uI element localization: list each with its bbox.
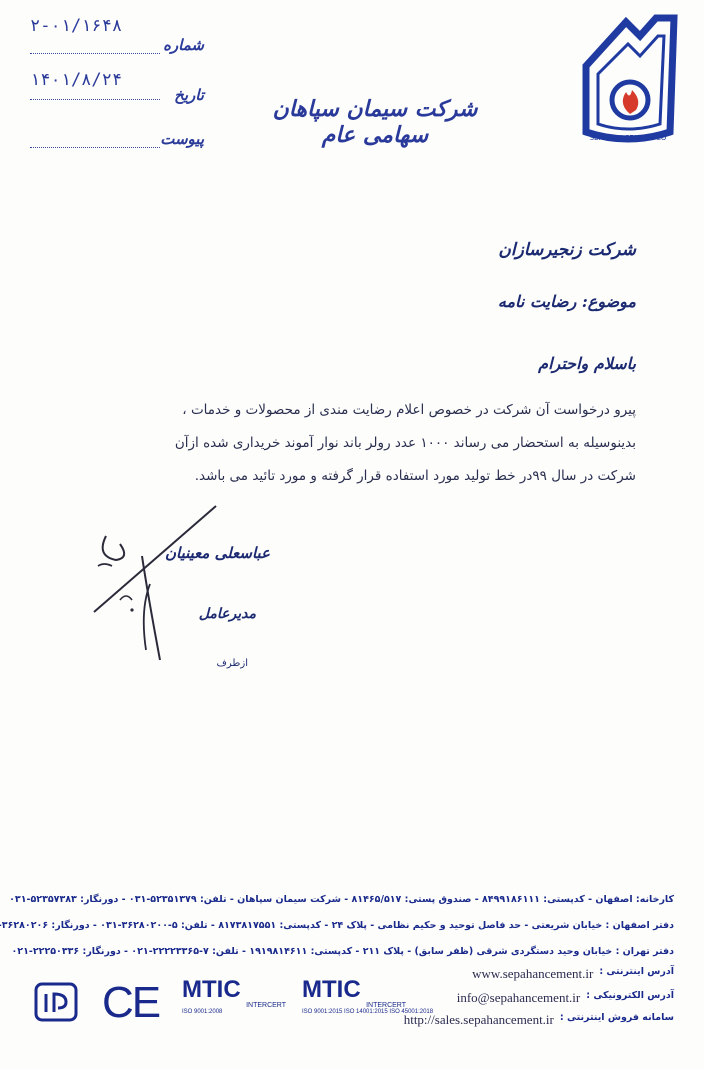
tehran-office-address: دفتر تهران : خیابان وحید دستگردی شرقی (ظفر سابق) - پلاک ۲۱۱ - کدپستی: ۱۹۱۹۸۱۴۶۱۱ - تلفن: ۷-۲۲۲۲۳۳۶۵-۰۲۱ - دورنگار: ۲۲۲۵۰۳۳۶-۰۲۱ [11, 946, 674, 957]
handwritten-signature [86, 500, 286, 670]
mtic-certificate-1 [182, 978, 286, 1026]
ce-mark-icon [102, 978, 166, 1026]
mtic-certificate-2 [302, 976, 434, 1026]
standard-mark-icon [32, 978, 80, 1026]
date-value: ۱۴۰۱/۸/۲۴ [30, 70, 123, 90]
date-line [30, 99, 160, 100]
email-label: آدرس الکترونیکی : [586, 990, 674, 1001]
greeting: باسلام واحترام [538, 354, 636, 373]
letter-meta [30, 12, 210, 152]
attachment-line [30, 147, 160, 148]
mtic-2-sub: INTERCERT [366, 1002, 406, 1009]
paragraph-line: پیرو درخواست آن شرکت در خصوص اعلام رضایت مندی از محصولات و خدمات ، [182, 402, 636, 418]
logo-caption: SEPAHAN CEMENT CO [589, 134, 667, 142]
paragraph-line: شرکت در سال ۹۹در خط تولید مورد استفاده قرار گرفته و مورد تائید می باشد. [194, 468, 636, 484]
ce-mark-text: CE [102, 978, 160, 1027]
mtic-2-logo: MTIC [302, 976, 361, 1003]
mtic-1-logo: MTIC [182, 976, 241, 1003]
factory-address: کارخانه: اصفهان - کدپستی: ۸۴۹۹۱۸۶۱۱۱ - صندوق پستی: ۸۱۴۶۵/۵۱۷ - شرکت سیمان سپاهان - تلفن: ۵۲۳۵۱۳۷۹-۰۳۱ - دورنگار: ۵۲۳۵۷۳۸۳-۰۳۱ [9, 894, 674, 905]
attachment-row [30, 114, 210, 146]
website-row [374, 966, 674, 982]
date-row [30, 70, 210, 102]
date-label: تاریخ [174, 86, 204, 104]
number-line [30, 53, 160, 54]
mtic-1-note: ISO 9001:2008 [182, 1009, 223, 1015]
email-link[interactable]: info@sepahancement.ir [456, 990, 581, 1005]
email-row [374, 990, 674, 1006]
number-value: ۲-۰۱/۱۶۴۸ [30, 16, 123, 36]
signer-title: مدیرعامل [198, 606, 256, 622]
sales-link[interactable]: http://sales.sepahancement.ir [403, 1012, 554, 1027]
mtic-1-sub: INTERCERT [246, 1002, 286, 1009]
signer-name: عباسعلی معینیان [165, 544, 270, 562]
subject: موضوع: رضایت نامه [497, 292, 636, 311]
number-label: شماره [163, 36, 204, 54]
isfahan-office-address: دفتر اصفهان : خیابان شریعتی - حد فاصل توحید و حکیم نظامی - پلاک ۲۴ - کدپستی: ۸۱۷۳۸۱۷۵۵۱ - تلفن: ۵-۳۶۲۸۰۲۰۰-۰۳۱ - دورنگار: ۳۶۲۸۰۲۰۶ [1, 920, 674, 931]
paragraph-line: بدینوسیله به استحضار می رساند ۱۰۰۰ عدد رولر باند نوار آموند خریداری شده ازآن [174, 435, 636, 451]
letter-paragraph [36, 394, 636, 493]
number-row [30, 16, 210, 54]
company-name: شرکت سیمان سپاهان سهامی عام [272, 96, 478, 148]
mtic-2-note: ISO 9001:2015 ISO 14001:2015 ISO 45001:2018 [302, 1009, 434, 1015]
website-label: آدرس اینترنتی : [599, 966, 674, 977]
sales-label: سامانه فروش اینترنتی : [559, 1012, 674, 1023]
attachment-label: پیوست [160, 130, 204, 148]
company-logo [578, 14, 680, 144]
recipient: شرکت زنجیرسازان [498, 240, 636, 260]
website-link[interactable]: www.sepahancement.ir [472, 966, 594, 981]
on-behalf-label: ازطرف [216, 658, 248, 669]
